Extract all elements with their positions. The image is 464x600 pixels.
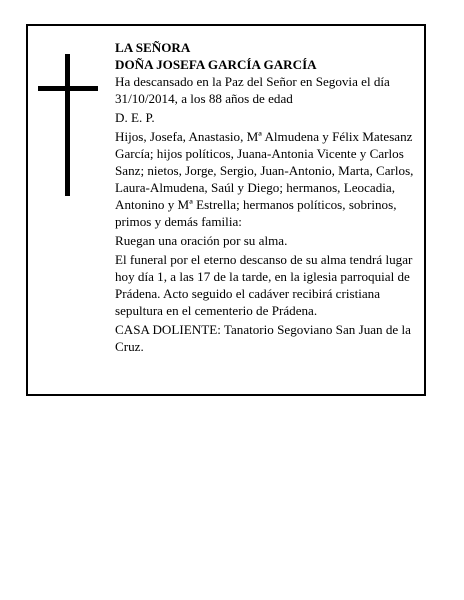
death-statement: Ha descansado en la Paz del Señor en Segovia el día 31/10/2014, a los 88 años de edad: [115, 74, 390, 106]
mourning-house: CASA DOLIENTE: Tanatorio Segoviano San Juan de la Cruz.: [115, 322, 411, 354]
rip-line: D. E. P.: [115, 110, 155, 125]
family-list: Hijos, Josefa, Anastasio, Mª Almudena y Félix Matesanz García; hijos políticos, Juana-Antonia Vicente y Carlos Sanz; nietos, Jorge, Sergio, Juan-Antonio, Marta, Carlos, Laura-Almudena, Saúl y Diego; hermanos, Leocadia, Antonino y Mª Estrella; hermanos políticos, sobrinos, primos y demás familia:: [115, 129, 414, 229]
funeral-details: El funeral por el eterno descanso de su alma tendrá lugar hoy día 1, a las 17 de la tarde, en la iglesia parroquial de Prádena. Acto seguido el cadáver recibirá cristiana sepultura en el cementerio de Prádena.: [115, 252, 413, 318]
prayer-request: Ruegan una oración por su alma.: [115, 233, 288, 248]
salutation: LA SEÑORA: [115, 40, 191, 55]
cross-icon: [38, 54, 98, 196]
deceased-name: DOÑA JOSEFA GARCÍA GARCÍA: [115, 57, 317, 72]
obituary-notice: [26, 24, 426, 396]
cross-vertical-bar: [65, 54, 70, 196]
cross-horizontal-bar: [38, 86, 98, 91]
notice-text: [115, 39, 421, 357]
